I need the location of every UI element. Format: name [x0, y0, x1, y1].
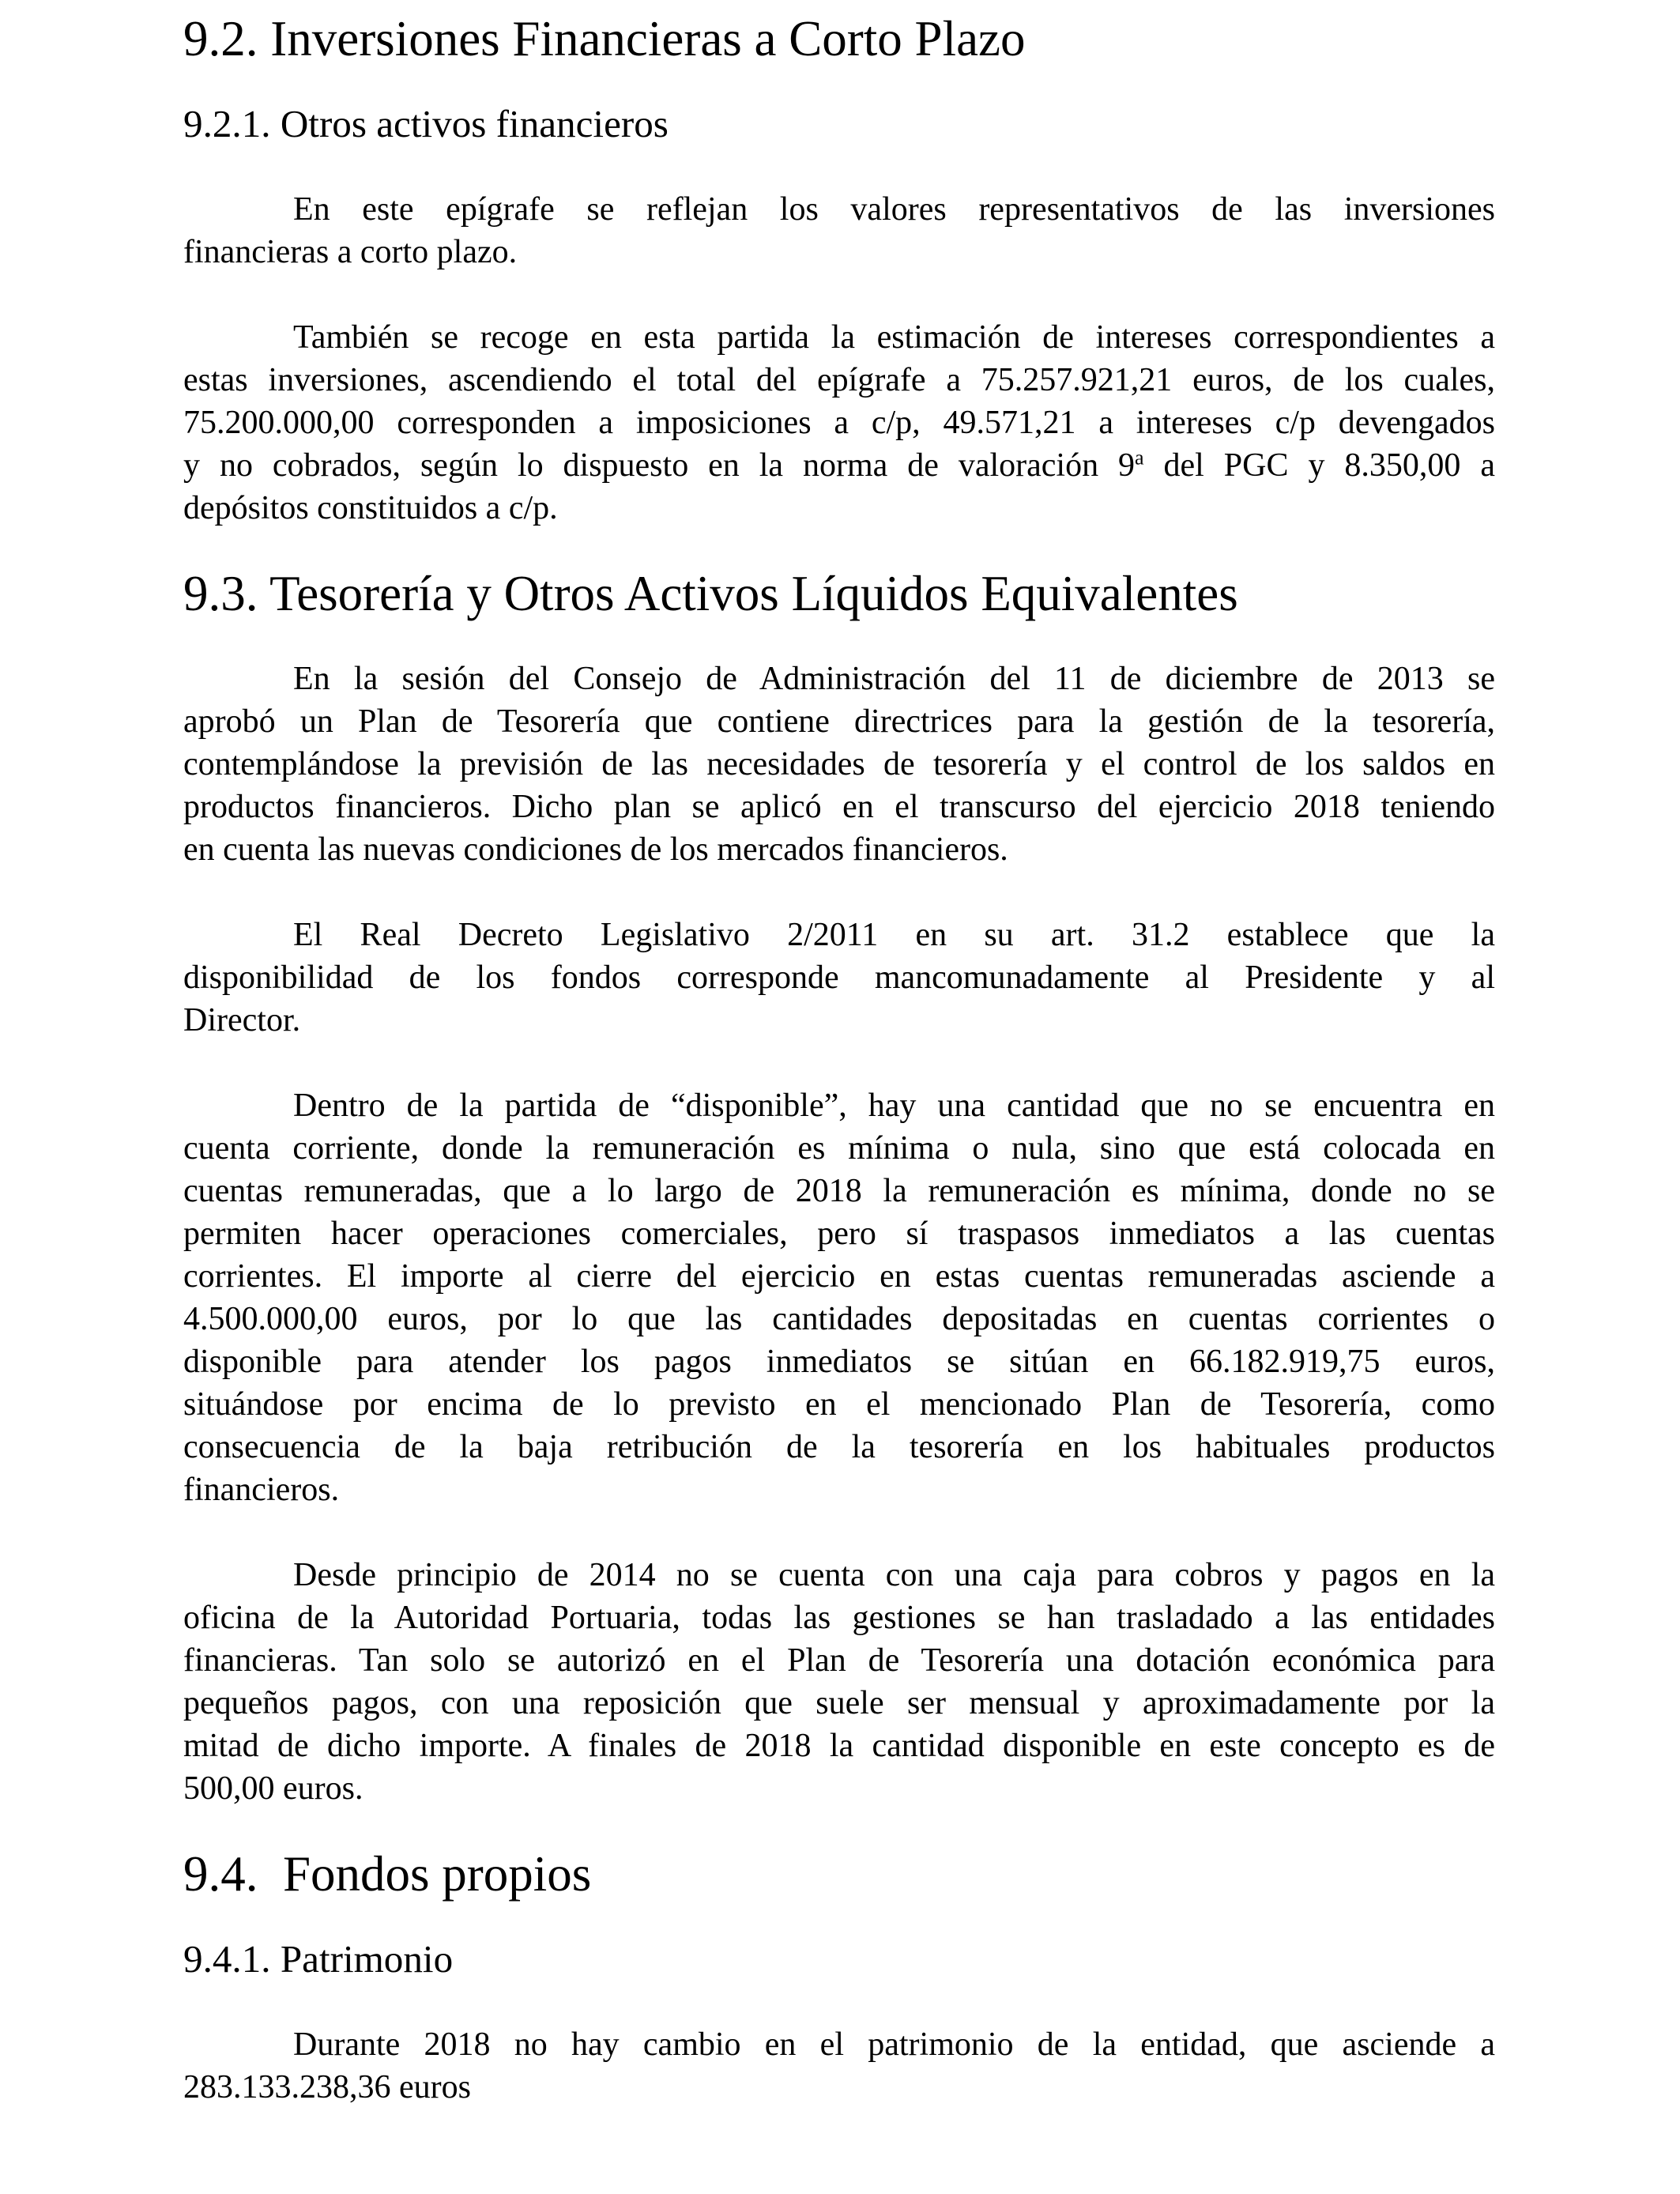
- ordinal-superscript: a: [1135, 446, 1144, 469]
- text-line: disponible para atender los pagos inmediatos se sitúan en 66.182.919,75 euros,: [183, 1344, 1495, 1380]
- text-line: productos financieros. Dicho plan se aplicó en el transcurso del ejercicio 2018 teniendo: [183, 789, 1495, 825]
- text-line: estas inversiones, ascendiendo el total del epígrafe a 75.257.921,21 euros, de los cuales,: [183, 362, 1495, 398]
- text-segment: del PGC y 8.350,00 a: [1143, 447, 1495, 484]
- text-line: 283.133.238,36 euros: [183, 2069, 471, 2105]
- text-line: en cuenta las nuevas condiciones de los mercados financieros.: [183, 831, 1008, 868]
- section-heading-9-3: 9.3. Tesorería y Otros Activos Líquidos Equivalentes: [183, 566, 1238, 621]
- paragraph-real-decreto: [183, 914, 1495, 1042]
- paragraph-estimacion-intereses: [183, 316, 1495, 530]
- text-line: [183, 444, 1495, 487]
- text-line: contemplándose la previsión de las necesidades de tesorería y el control de los saldos en: [183, 746, 1495, 782]
- text-line: En este epígrafe se reflejan los valores representativos de las inversiones: [293, 191, 1495, 228]
- text-line: 4.500.000,00 euros, por lo que las cantidades depositadas en cuentas corrientes o: [183, 1301, 1495, 1337]
- section-heading-9-4-1: 9.4.1. Patrimonio: [183, 1937, 454, 1981]
- paragraph-patrimonio: [183, 2023, 1495, 2109]
- paragraph-plan-tesoreria: [183, 658, 1495, 871]
- text-line: disponibilidad de los fondos corresponde mancomunadamente al Presidente y al: [183, 959, 1495, 996]
- text-line: aprobó un Plan de Tesorería que contiene directrices para la gestión de la tesorería,: [183, 703, 1495, 740]
- section-heading-9-2: 9.2. Inversiones Financieras a Corto Plazo: [183, 11, 1026, 66]
- text-line: 500,00 euros.: [183, 1770, 363, 1807]
- text-line: financieros.: [183, 1472, 340, 1508]
- text-line: En la sesión del Consejo de Administración del 11 de diciembre de 2013 se: [293, 661, 1495, 697]
- text-line: pequeños pagos, con una reposición que suele ser mensual y aproximadamente por la: [183, 1685, 1495, 1721]
- text-line: mitad de dicho importe. A finales de 2018 la cantidad disponible en este concepto es de: [183, 1728, 1495, 1764]
- paragraph-otros-activos: [183, 188, 1495, 273]
- text-line: financieras a corto plazo.: [183, 234, 518, 270]
- section-heading-9-4: 9.4. Fondos propios: [183, 1846, 592, 1902]
- text-line: depósitos constituidos a c/p.: [183, 490, 558, 526]
- text-line: permiten hacer operaciones comerciales, pero sí traspasos inmediatos a las cuentas: [183, 1216, 1495, 1252]
- text-line: Director.: [183, 1002, 301, 1039]
- text-line: 75.200.000,00 corresponden a imposiciones a c/p, 49.571,21 a intereses c/p devengados: [183, 405, 1495, 441]
- text-line: Durante 2018 no hay cambio en el patrimonio de la entidad, que asciende a: [293, 2026, 1495, 2063]
- text-line: situándose por encima de lo previsto en el mencionado Plan de Tesorería, como: [183, 1386, 1495, 1423]
- text-line: cuentas remuneradas, que a lo largo de 2018 la remuneración es mínima, donde no se: [183, 1173, 1495, 1209]
- text-segment: y no cobrados, según lo dispuesto en la norma de valoración 9: [183, 447, 1136, 484]
- text-line: Dentro de la partida de “disponible”, hay una cantidad que no se encuentra en: [293, 1088, 1495, 1124]
- text-line: También se recoge en esta partida la estimación de intereses correspondientes a: [293, 319, 1495, 356]
- text-line: financieras. Tan solo se autorizó en el Plan de Tesorería una dotación económica para: [183, 1642, 1495, 1679]
- text-line: corrientes. El importe al cierre del ejercicio en estas cuentas remuneradas asciende a: [183, 1258, 1495, 1295]
- text-line: oficina de la Autoridad Portuaria, todas las gestiones se han trasladado a las entidades: [183, 1600, 1495, 1636]
- text-line: cuenta corriente, donde la remuneración es mínima o nula, sino que está colocada en: [183, 1130, 1495, 1167]
- section-heading-9-2-1: 9.2.1. Otros activos financieros: [183, 102, 669, 145]
- text-line: consecuencia de la baja retribución de la tesorería en los habituales productos: [183, 1429, 1495, 1465]
- paragraph-caja-cobros: [183, 1554, 1495, 1810]
- paragraph-disponible: [183, 1084, 1495, 1511]
- text-line: Desde principio de 2014 no se cuenta con una caja para cobros y pagos en la: [293, 1557, 1495, 1593]
- text-line: El Real Decreto Legislativo 2/2011 en su art. 31.2 establece que la: [293, 917, 1495, 953]
